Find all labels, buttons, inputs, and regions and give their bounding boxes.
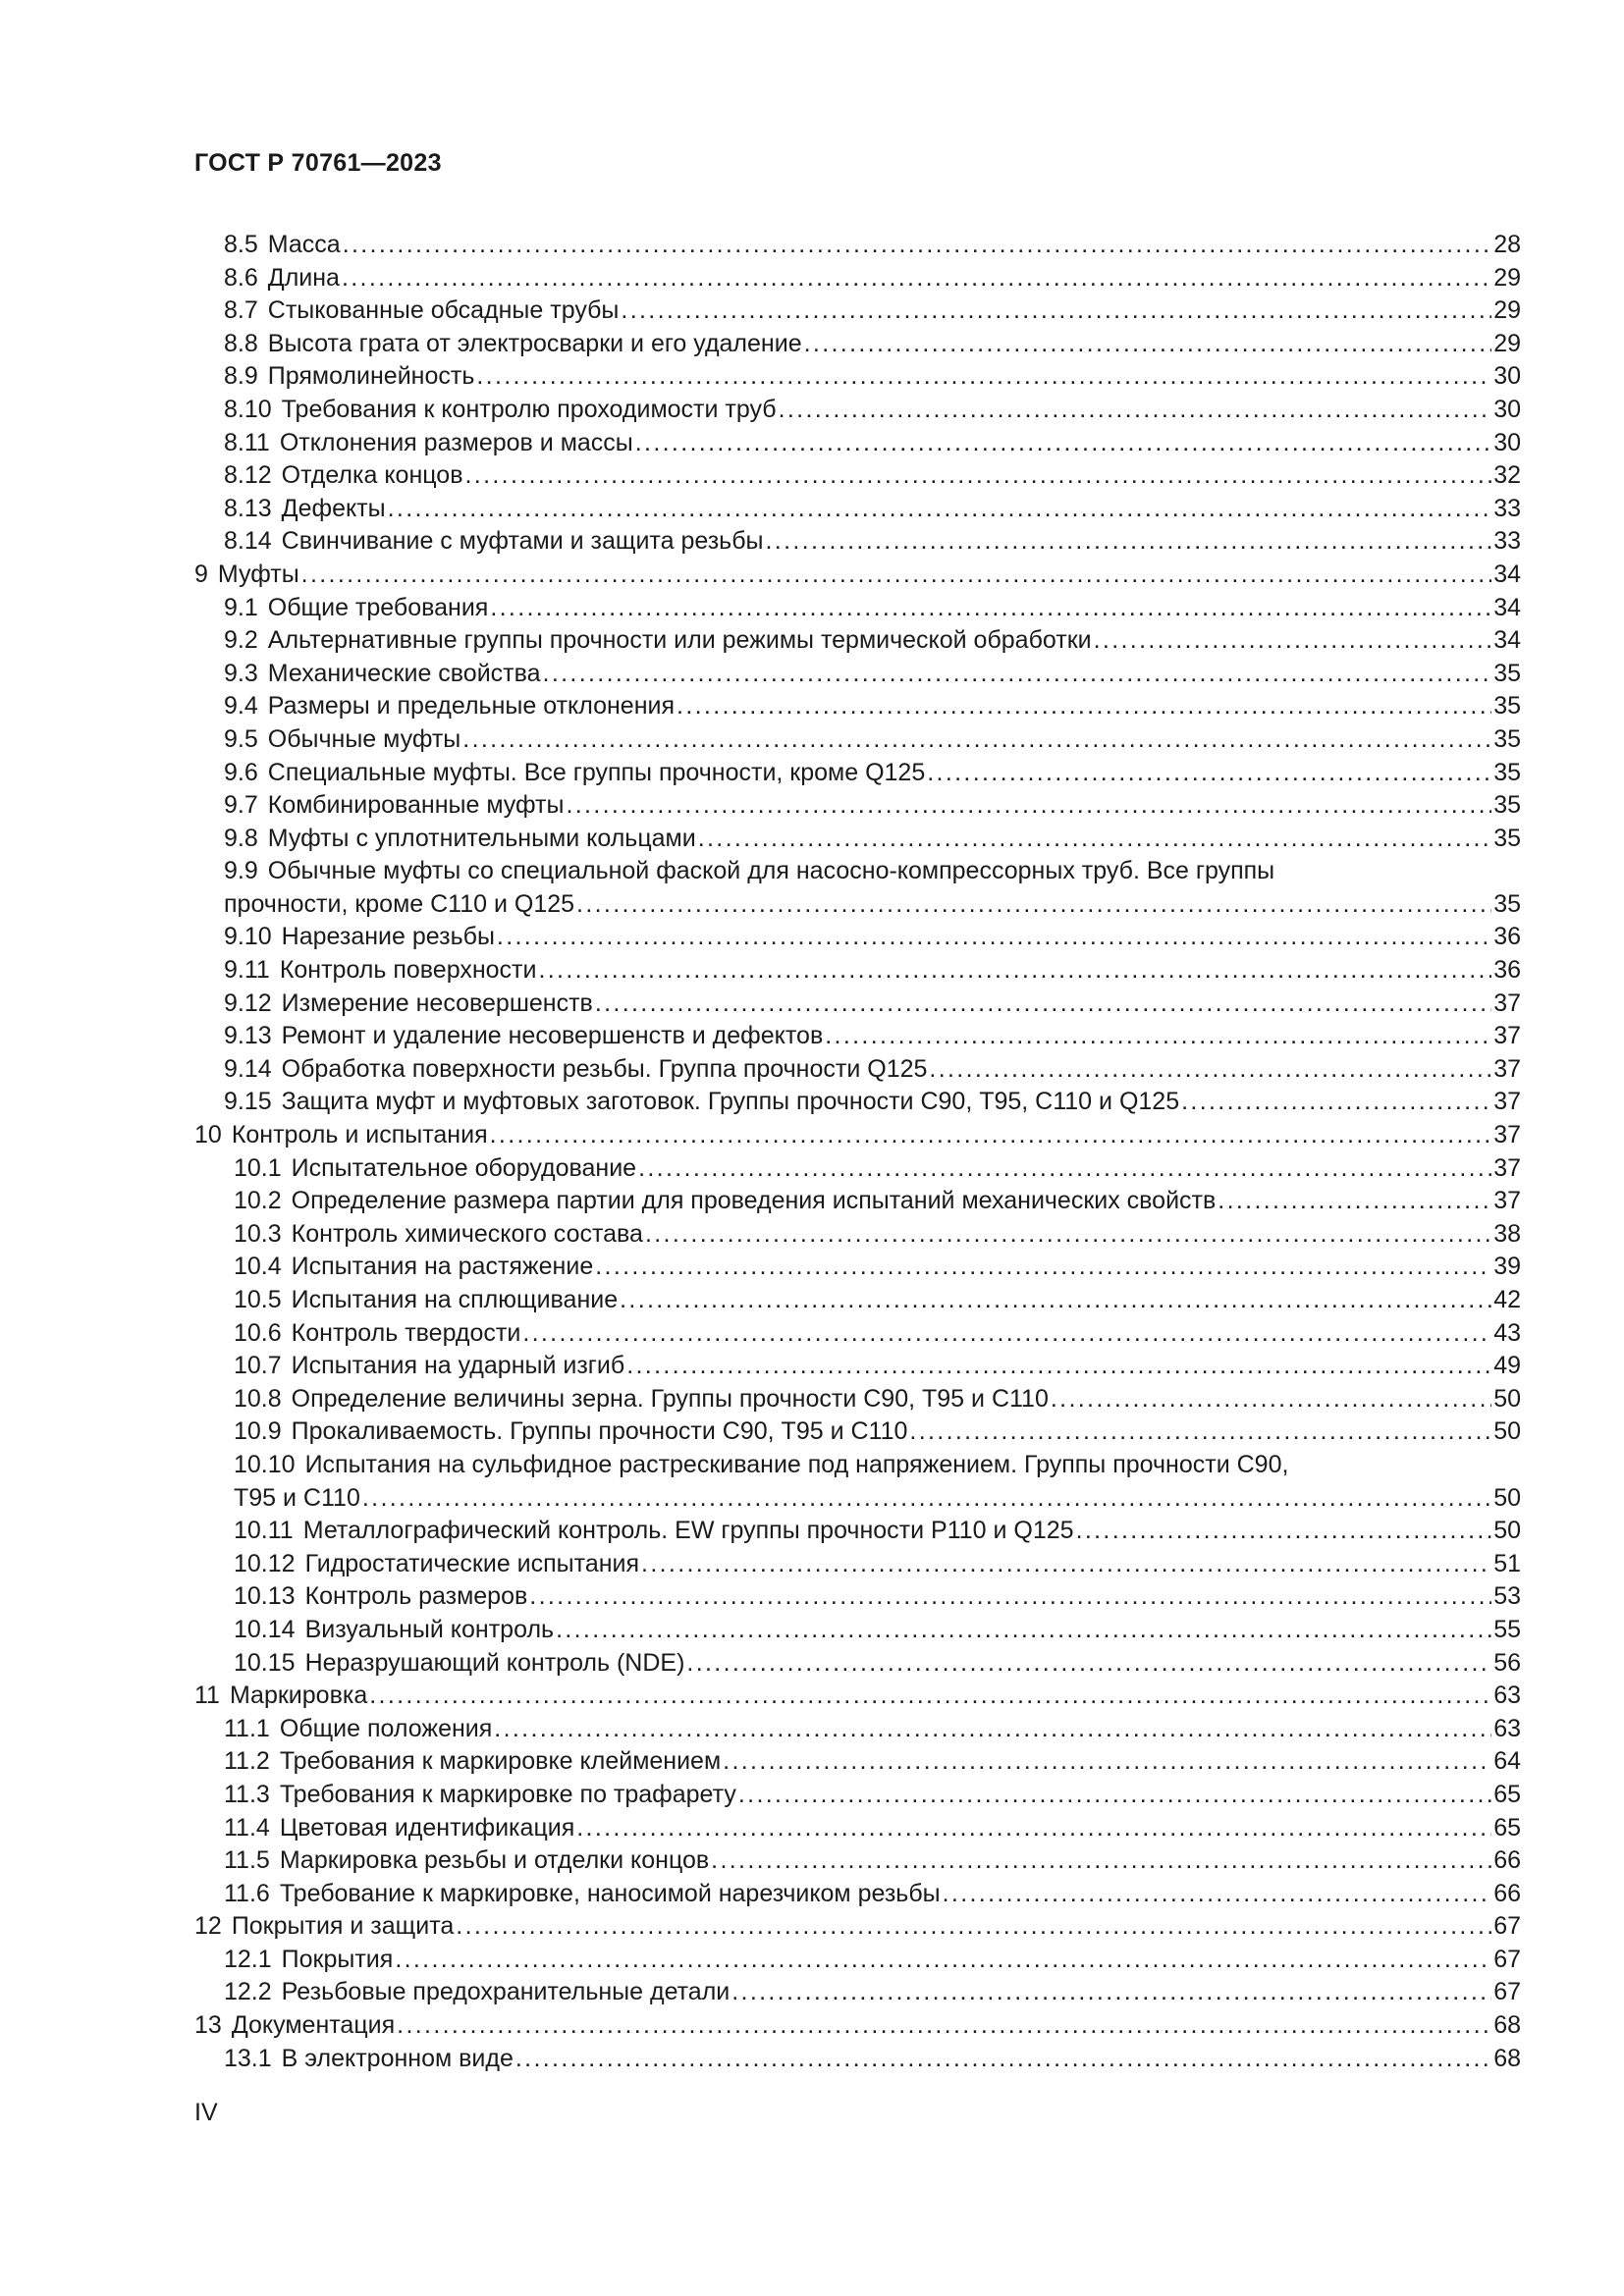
toc-entry[interactable] (194, 1878, 1521, 1911)
toc-entry-page: 39 (1493, 1253, 1521, 1281)
toc-entry-title: Муфты (217, 560, 299, 588)
dot-leader (638, 1152, 1491, 1186)
toc-entry-title: Высота грата от электросварки и его удаление (267, 329, 802, 357)
toc-entry-title: Комбинированные муфты (267, 791, 565, 820)
toc-entry-page: 35 (1493, 659, 1521, 687)
dot-leader (698, 823, 1491, 856)
toc-entry[interactable] (194, 394, 1521, 427)
toc-entry-number: 8.13 (224, 494, 272, 522)
dot-leader (641, 1548, 1491, 1581)
toc-entry-title: Покрытия и защита (231, 1912, 455, 1941)
toc-entry[interactable] (194, 757, 1521, 790)
toc-entry-title: В электронном виде (281, 2044, 514, 2072)
toc-entry-title: Обработка поверхности резьбы. Группа прочности Q125 (281, 1054, 928, 1083)
toc-entry-title: Испытания на сплющивание (291, 1286, 619, 1313)
dot-leader (909, 1415, 1491, 1449)
toc-entry[interactable] (194, 1415, 1521, 1449)
dot-leader (779, 394, 1492, 427)
toc-entry-number: 10.6 (234, 1318, 282, 1347)
toc-entry-number: 10.1 (234, 1153, 282, 1182)
toc-entry[interactable] (194, 823, 1521, 856)
toc-entry-page: 55 (1493, 1615, 1521, 1643)
toc-entry-page: 37 (1493, 1121, 1521, 1149)
toc-entry[interactable] (194, 1449, 1521, 1515)
toc-entry-number: 9.9 (224, 857, 258, 885)
toc-entry-page: 37 (1493, 1187, 1521, 1215)
toc-entry-title: Общие положения (279, 1714, 493, 1742)
dot-leader (595, 1251, 1491, 1284)
dot-leader (576, 1812, 1491, 1845)
toc-entry[interactable] (194, 789, 1521, 823)
dot-leader (388, 493, 1492, 526)
toc-entry-number: 11.1 (224, 1714, 270, 1742)
toc-entry-title: Ремонт и удаление несовершенств и дефектов (281, 1022, 824, 1050)
dot-leader (1181, 1086, 1491, 1119)
toc-entry-title: Испытательное оборудование (291, 1153, 637, 1182)
toc-entry[interactable] (194, 723, 1521, 757)
toc-entry-title: Документация (231, 2011, 396, 2040)
toc-entry-title: Определение величины зерна. Группы прочности С90, Т95 и С110 (291, 1384, 1049, 1413)
toc-entry-page: 30 (1493, 362, 1521, 391)
toc-entry-number: 8.14 (224, 527, 272, 556)
toc-entry-page: 50 (1493, 1417, 1521, 1446)
toc-entry-title: Маркировка (229, 1682, 368, 1710)
toc-entry-title: Длина (267, 263, 340, 292)
toc-entry-number: 10.5 (234, 1286, 282, 1313)
toc-entry-title: Общие требования (267, 593, 489, 621)
toc-entry-title: Специальные муфты. Все группы прочности, кроме Q125 (267, 758, 926, 786)
toc-entry-number: 13.1 (224, 2044, 272, 2072)
toc-entry-title: Обычные муфты со специальной фаской для насосно-компрессорных труб. Все группы (267, 857, 1275, 885)
toc-entry-number: 9.2 (224, 626, 258, 655)
toc-entry-number: 10.15 (234, 1648, 296, 1677)
toc-entry-number: 10.7 (234, 1352, 282, 1380)
toc-entry-number: 11.5 (224, 1846, 270, 1875)
toc-entry[interactable] (194, 1647, 1521, 1681)
toc-entry-title: Визуальный контроль (304, 1615, 555, 1643)
toc-entry-number: 9.11 (224, 956, 270, 985)
toc-entry[interactable] (194, 1680, 1521, 1713)
toc-entry[interactable] (194, 1053, 1521, 1087)
toc-entry-title: Свинчивание с муфтами и защита резьбы (281, 527, 764, 556)
toc-entry-page: 33 (1493, 494, 1521, 522)
dot-leader (765, 525, 1491, 559)
dot-leader (595, 988, 1491, 1021)
dot-leader (494, 1713, 1491, 1746)
dot-leader (711, 1844, 1491, 1878)
toc-entry-page: 50 (1493, 1483, 1521, 1512)
dot-leader (731, 1976, 1491, 2009)
toc-entry-page: 37 (1493, 1022, 1521, 1050)
dot-leader (825, 1020, 1491, 1053)
toc-entry-title: Неразрушающий контроль (NDE) (304, 1648, 685, 1677)
toc-entry-number: 13 (194, 2011, 222, 2040)
dot-leader (626, 1350, 1491, 1383)
toc-entry-page: 29 (1493, 263, 1521, 292)
toc-entry[interactable] (194, 954, 1521, 988)
toc-entry-number: 8.8 (224, 329, 258, 357)
toc-entry-number: 9.14 (224, 1054, 272, 1083)
toc-entry-number: 10.13 (234, 1582, 296, 1611)
toc-entry-page: 37 (1493, 1088, 1521, 1116)
document-code: ГОСТ Р 70761—2023 (194, 149, 442, 177)
toc-entry-number: 11.3 (224, 1780, 270, 1808)
dot-leader (529, 1580, 1491, 1614)
toc-entry-page: 36 (1493, 956, 1521, 985)
toc-entry-page: 35 (1493, 724, 1521, 753)
toc-entry-page: 51 (1493, 1549, 1521, 1577)
toc-entry-number: 9.12 (224, 988, 272, 1017)
toc-entry[interactable] (194, 1580, 1521, 1614)
toc-entry[interactable] (194, 294, 1521, 328)
toc-entry-page: 30 (1493, 395, 1521, 423)
dot-leader (464, 459, 1491, 493)
toc-entry-number: 9.4 (224, 692, 258, 721)
toc-entry-title: Дефекты (281, 494, 386, 522)
toc-entry-number: 9.8 (224, 824, 258, 852)
toc-entry-number: 10.12 (234, 1549, 296, 1577)
toc-entry-number: 11.2 (224, 1747, 270, 1776)
dot-leader (1094, 624, 1492, 658)
dot-leader (490, 592, 1491, 625)
toc-entry[interactable] (194, 1152, 1521, 1186)
toc-entry[interactable] (194, 988, 1521, 1021)
dot-leader (369, 1680, 1491, 1713)
toc-entry-title: Контроль и испытания (231, 1121, 488, 1149)
toc-entry[interactable] (194, 328, 1521, 361)
dot-leader (497, 921, 1491, 954)
toc-entry-page: 63 (1493, 1682, 1521, 1710)
dot-leader (462, 723, 1491, 757)
toc-entry-page: 34 (1493, 626, 1521, 655)
toc-entry-number: 8.6 (224, 263, 258, 292)
dot-leader (576, 888, 1491, 922)
toc-entry-number: 11.4 (224, 1813, 270, 1842)
toc-entry[interactable] (194, 229, 1521, 262)
toc-entry[interactable] (194, 427, 1521, 460)
dot-leader (686, 1647, 1491, 1681)
toc-entry-number: 10.4 (234, 1253, 282, 1281)
dot-leader (1218, 1185, 1491, 1218)
toc-entry-number: 8.12 (224, 461, 272, 490)
toc-entry[interactable] (194, 1350, 1521, 1383)
toc-entry[interactable] (194, 592, 1521, 625)
toc-entry-title: Резьбовые предохранительные детали (281, 1978, 731, 2006)
dot-leader (943, 1878, 1492, 1911)
dot-leader (620, 1284, 1491, 1317)
toc-entry-number: 10.2 (234, 1187, 282, 1215)
toc-entry-title: Требования к маркировке по трафарету (279, 1780, 736, 1808)
toc-entry-page: 34 (1493, 593, 1521, 621)
toc-entry[interactable] (194, 1383, 1521, 1416)
toc-entry[interactable] (194, 1218, 1521, 1252)
toc-entry-page: 68 (1493, 2044, 1521, 2072)
dot-leader (635, 427, 1491, 460)
toc-entry-number: 10.9 (234, 1417, 282, 1446)
toc-entry-number: 9.10 (224, 923, 272, 951)
toc-entry-page: 37 (1493, 1054, 1521, 1083)
toc-entry-page: 35 (1493, 889, 1521, 918)
toc-entry-number: 10.10 (234, 1450, 296, 1478)
toc-entry-title: Муфты с уплотнительными кольцами (267, 824, 696, 852)
toc-entry-title: Нарезание резьбы (281, 923, 495, 951)
toc-entry-page: 68 (1493, 2011, 1521, 2040)
dot-leader (397, 2009, 1491, 2043)
toc-entry-page: 56 (1493, 1648, 1521, 1677)
toc-entry-page: 50 (1493, 1517, 1521, 1545)
toc-entry-number: 10.3 (234, 1219, 282, 1248)
toc-entry-number: 10.11 (234, 1517, 294, 1545)
dot-leader (677, 690, 1491, 723)
toc-entry[interactable] (194, 1779, 1521, 1812)
toc-entry-title: Размеры и предельные отклонения (267, 692, 676, 721)
toc-entry-page: 42 (1493, 1286, 1521, 1313)
toc-entry-page: 67 (1493, 1912, 1521, 1941)
toc-entry[interactable] (194, 1548, 1521, 1581)
dot-leader (342, 262, 1491, 295)
toc-entry-page: 34 (1493, 560, 1521, 588)
toc-entry[interactable] (194, 1284, 1521, 1317)
dot-leader (476, 360, 1491, 394)
toc-entry-number: 9.7 (224, 791, 258, 820)
toc-entry-title: Контроль поверхности (279, 956, 537, 985)
toc-entry-title: Прямолинейность (267, 362, 475, 391)
toc-entry-title: Требования к контролю проходимости труб (281, 395, 777, 423)
toc-entry[interactable] (194, 1317, 1521, 1351)
toc-entry-page: 43 (1493, 1318, 1521, 1347)
toc-entry-page: 36 (1493, 923, 1521, 951)
toc-entry-number: 10.8 (234, 1384, 282, 1413)
dot-leader (738, 1779, 1491, 1812)
toc-entry[interactable] (194, 2043, 1521, 2076)
toc-entry-page: 35 (1493, 824, 1521, 852)
toc-entry-page: 28 (1493, 231, 1521, 258)
toc-entry-number: 9.13 (224, 1022, 272, 1050)
dot-leader (804, 328, 1492, 361)
toc-entry-page: 65 (1493, 1780, 1521, 1808)
toc-entry-title: Требования к маркировке клеймением (279, 1747, 722, 1776)
toc-entry-title: Альтернативные группы прочности или режимы термической обработки (267, 626, 1092, 655)
toc-entry-title: Контроль размеров (304, 1582, 528, 1611)
toc-entry-number: 8.9 (224, 362, 258, 391)
dot-leader (723, 1745, 1491, 1779)
toc-entry-number: 9 (194, 560, 208, 588)
toc-entry-title: Стыкованные обсадные трубы (267, 296, 620, 325)
toc-entry-title: Требование к маркировке, наносимой нарезчиком резьбы (279, 1879, 941, 1907)
dot-leader (456, 1910, 1491, 1944)
toc-entry[interactable] (194, 1086, 1521, 1119)
toc-entry-number: 12.1 (224, 1945, 272, 1973)
toc-entry-title: Испытания на сульфидное растрескивание под напряжением. Группы прочности С90, (304, 1450, 1289, 1478)
toc-entry-title: Маркировка резьбы и отделки концов (279, 1846, 710, 1875)
dot-leader (645, 1218, 1491, 1252)
toc-entry[interactable] (194, 624, 1521, 658)
dot-leader (538, 954, 1491, 988)
toc-entry-title: Контроль химического состава (291, 1219, 643, 1248)
toc-entry[interactable] (194, 2009, 1521, 2043)
dot-leader (927, 757, 1491, 790)
toc-entry-number: 9.5 (224, 724, 258, 753)
toc-entry-title: Измерение несовершенств (281, 988, 593, 1017)
toc-entry-title: Отклонения размеров и массы (279, 428, 633, 456)
toc-entry-title-continued: прочности, кроме С110 и Q125 (224, 889, 575, 918)
toc-entry-page: 65 (1493, 1813, 1521, 1842)
dot-leader (929, 1053, 1491, 1087)
toc-entry-page: 38 (1493, 1219, 1521, 1248)
toc-entry[interactable] (194, 1713, 1521, 1746)
toc-entry-number: 8.10 (224, 395, 272, 423)
toc-entry-page: 32 (1493, 461, 1521, 490)
toc-entry-title: Цветовая идентификация (279, 1813, 575, 1842)
toc-entry[interactable] (194, 459, 1521, 493)
toc-entry-page: 29 (1493, 329, 1521, 357)
toc-entry-page: 29 (1493, 296, 1521, 325)
toc-entry-title: Механические свойства (267, 659, 541, 687)
toc-entry[interactable] (194, 262, 1521, 295)
toc-entry[interactable] (194, 855, 1521, 921)
toc-entry[interactable] (194, 1185, 1521, 1218)
toc-entry-title: Металлографический контроль. EW группы прочности Р110 и Q125 (302, 1517, 1074, 1545)
toc-entry[interactable] (194, 1251, 1521, 1284)
dot-leader (362, 1482, 1491, 1516)
toc-entry-number: 11 (194, 1682, 220, 1710)
toc-entry[interactable] (194, 1020, 1521, 1053)
toc-entry-page: 67 (1493, 1978, 1521, 2006)
toc-entry-number: 12.2 (224, 1978, 272, 2006)
toc-entry-page: 35 (1493, 692, 1521, 721)
toc-entry[interactable] (194, 690, 1521, 723)
dot-leader (343, 229, 1492, 262)
toc-entry-number: 9.6 (224, 758, 258, 786)
page-number: IV (194, 2099, 218, 2126)
toc-entry-title: Масса (267, 231, 341, 258)
toc-entry-page: 37 (1493, 1153, 1521, 1182)
dot-leader (543, 658, 1492, 691)
dot-leader (490, 1119, 1492, 1152)
toc-entry-title: Защита муфт и муфтовых заготовок. Группы прочности С90, Т95, С110 и Q125 (281, 1088, 1180, 1116)
toc-entry[interactable] (194, 360, 1521, 394)
toc-entry-page: 63 (1493, 1714, 1521, 1742)
toc-entry-page: 50 (1493, 1384, 1521, 1413)
toc-entry-number: 11.6 (224, 1879, 270, 1907)
toc-entry-page: 33 (1493, 527, 1521, 556)
toc-entry-number: 9.1 (224, 593, 258, 621)
toc-entry-page: 49 (1493, 1352, 1521, 1380)
toc-entry-number: 8.5 (224, 231, 258, 258)
toc-entry[interactable] (194, 1515, 1521, 1548)
toc-entry-page: 35 (1493, 758, 1521, 786)
toc-entry-title: Контроль твердости (291, 1318, 521, 1347)
toc-entry-number: 12 (194, 1912, 222, 1941)
toc-entry-title: Испытания на растяжение (291, 1253, 594, 1281)
toc-entry-page: 53 (1493, 1582, 1521, 1611)
toc-entry[interactable] (194, 559, 1521, 592)
toc-entry-title: Испытания на ударный изгиб (291, 1352, 625, 1380)
toc-entry-page: 37 (1493, 988, 1521, 1017)
toc-entry[interactable] (194, 525, 1521, 559)
toc-entry-title: Прокаливаемость. Группы прочности С90, Т95 и С110 (291, 1417, 908, 1446)
toc-entry-title-continued: Т95 и С110 (234, 1483, 360, 1512)
toc-entry-number: 9.15 (224, 1088, 272, 1116)
toc-entry-number: 8.7 (224, 296, 258, 325)
toc-entry-page: 66 (1493, 1846, 1521, 1875)
dot-leader (522, 1317, 1491, 1351)
dot-leader (301, 559, 1492, 592)
toc-entry-page: 30 (1493, 428, 1521, 456)
toc-entry-title: Гидростатические испытания (304, 1549, 640, 1577)
toc-entry-number: 9.3 (224, 659, 258, 687)
toc-entry[interactable] (194, 1614, 1521, 1647)
toc-entry[interactable] (194, 1910, 1521, 1944)
toc-entry-page: 64 (1493, 1747, 1521, 1776)
dot-leader (621, 294, 1491, 328)
toc-entry[interactable] (194, 1812, 1521, 1845)
dot-leader (1076, 1515, 1492, 1548)
toc-entry-page: 67 (1493, 1945, 1521, 1973)
toc-entry[interactable] (194, 1844, 1521, 1878)
dot-leader (556, 1614, 1491, 1647)
toc-entry[interactable] (194, 493, 1521, 526)
toc-entry-title: Определение размера партии для проведения испытаний механических свойств (291, 1187, 1217, 1215)
toc-entry-title: Покрытия (281, 1945, 394, 1973)
dot-leader (1051, 1383, 1491, 1416)
toc-entry-number: 10 (194, 1121, 222, 1149)
toc-entry[interactable] (194, 658, 1521, 691)
toc-entry-page: 66 (1493, 1879, 1521, 1907)
dot-leader (566, 789, 1491, 823)
toc-entry[interactable] (194, 1119, 1521, 1152)
table-of-contents (194, 229, 1521, 2075)
toc-entry-title: Отделка концов (281, 461, 463, 490)
toc-entry-number: 8.11 (224, 428, 270, 456)
toc-entry[interactable] (194, 1745, 1521, 1779)
toc-entry-title: Обычные муфты (267, 724, 461, 753)
toc-entry[interactable] (194, 921, 1521, 954)
toc-entry[interactable] (194, 1976, 1521, 2009)
toc-entry-number: 10.14 (234, 1615, 296, 1643)
toc-entry-page: 35 (1493, 791, 1521, 820)
dot-leader (395, 1944, 1491, 1977)
toc-entry[interactable] (194, 1944, 1521, 1977)
dot-leader (515, 2043, 1491, 2076)
